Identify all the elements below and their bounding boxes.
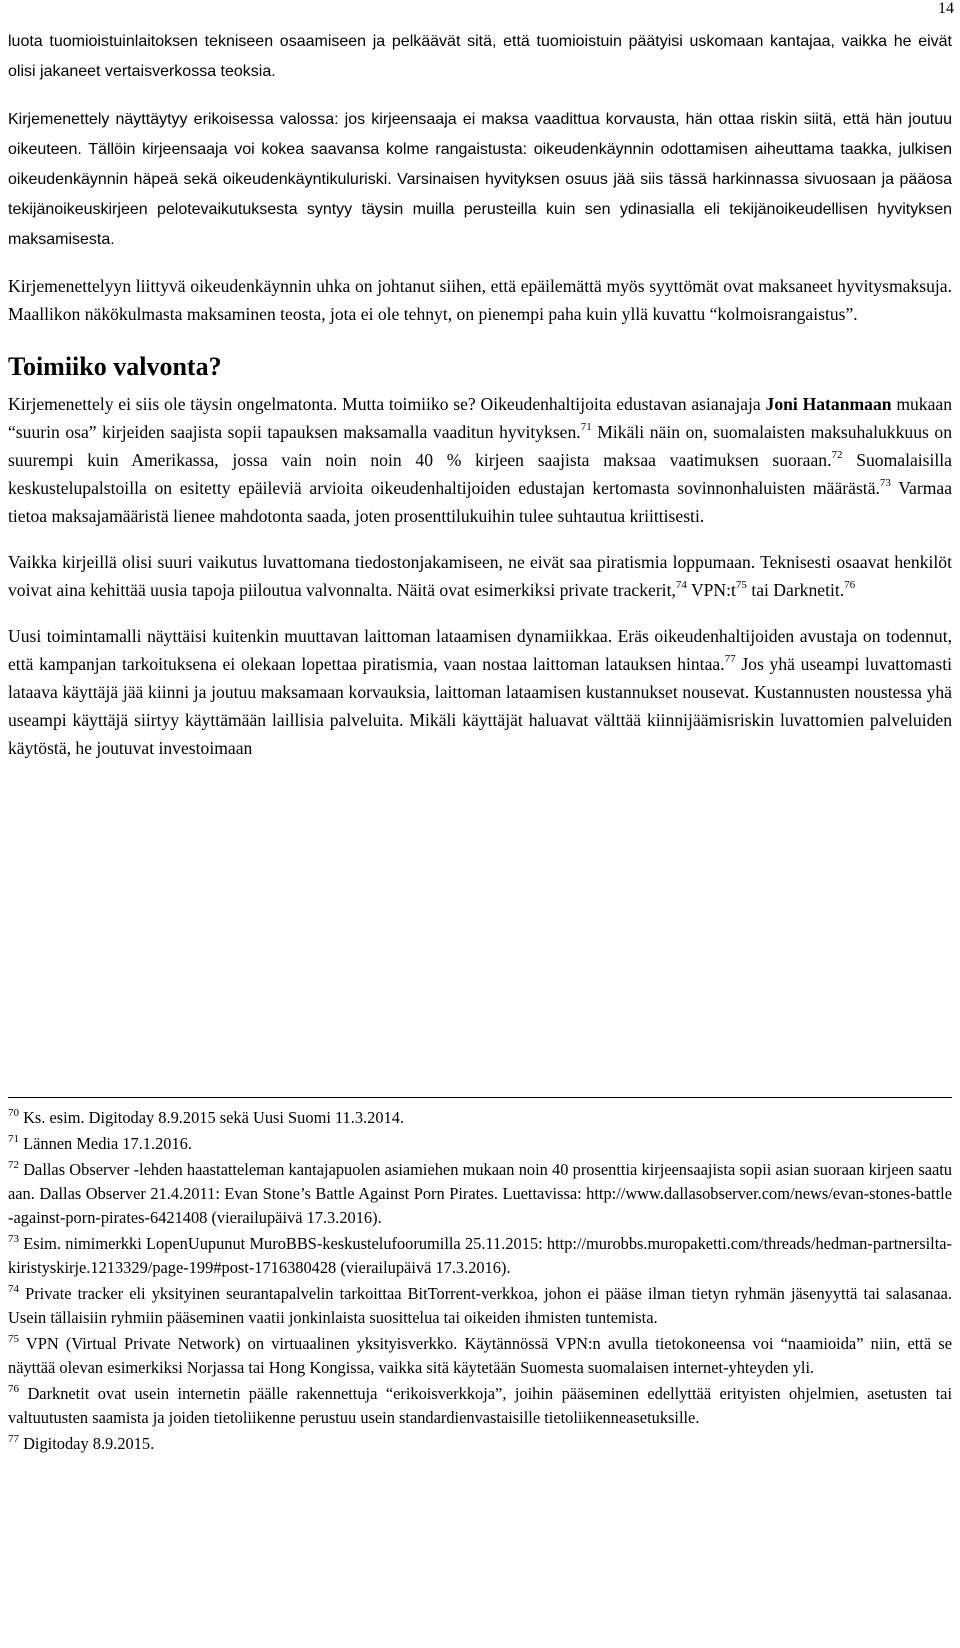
footnote-76	[8, 1382, 952, 1430]
paragraph-5	[8, 548, 952, 604]
paragraph-4-text-2: mukaan “suurin osa” kirjeiden saajista sopii tapauksen maksamalla vaaditun hyvityksen.	[8, 394, 953, 442]
paragraph-3	[8, 272, 952, 328]
footnote-number: 70	[8, 1107, 19, 1119]
footnote-separator	[8, 1097, 952, 1098]
footnote-text: Private tracker eli yksityinen seurantapalvelin tarkoittaa BitTorrent-verkkoa, johon ei pääse ilman tietyn ryhmän jäsenyyttä tai salasanaa. Usein tällaisiin ryhmiin pääseminen vaatii jonkinlaista suosittelua tai oikeiden ihmisten tuntemista.	[8, 1284, 952, 1327]
page-number: 14	[938, 0, 954, 17]
footnote-ref-75[interactable]: 75	[735, 579, 747, 591]
paragraph-5-text-2: VPN:t	[686, 580, 736, 600]
paragraph-4-text-4: Suomalaisilla keskustelupalstoilla on esitetty epäileviä arvioita oikeudenhaltijoiden edustajan kertomasta sovinnonhaluisten määrästä.	[8, 450, 952, 498]
body-text	[8, 26, 952, 780]
paragraph-6-text-2: Jos yhä useampi luvattomasti lataava käyttäjä jää kiinni ja joutuu maksamaan korvauksia, laittoman lataamisen kustannukset nousevat. Kustannusten noustessa yhä useampi käyttäjä siirtyy käyttämään laillisia palveluita. Mikäli käyttäjät haluavat välttää kiinnijäämisriskin luvattomien palveluiden käytöstä, he joutuvat investoimaan	[8, 654, 952, 758]
paragraph-4-text-5: Varmaa tietoa maksajamääristä lienee mahdotonta saada, joten prosenttilukuihin tulee suhtautua kriittisesti.	[8, 478, 952, 526]
person-name: Joni Hatanmaan	[765, 394, 892, 414]
footnote-71	[8, 1132, 952, 1156]
paragraph-5-text-3: tai Darknetit.	[746, 580, 845, 600]
footnote-73	[8, 1232, 952, 1280]
footnote-ref-77[interactable]: 77	[724, 653, 736, 665]
footnote-text: Darknetit ovat usein internetin päälle rakennettuja “erikoisverkkoja”, joihin pääseminen edellyttää erityisten ohjelmien, asetusten tai valtuutusten saamista ja joiden tietoliikenne perustuu usein standardienvastaisille tietoliikenneasetuksille.	[8, 1384, 952, 1427]
paragraph-2-text-a: Kirjemenettely näyttäytyy erikoisessa valossa: jos kirjeensaaja ei maksa vaadittua korvausta, hän ottaa riskin siitä, että hän joutuu oikeuteen. Tällöin kirjeensaaja voi kokea saavansa kolme rangaistusta: oikeudenkäynnin odottamisen aiheuttama taakka, julkisen oikeudenkäynnin häpeä sekä oikeudenkäyntikuluriski.	[8, 111, 952, 188]
footnote-number: 71	[8, 1133, 19, 1145]
footnote-ref-73[interactable]: 73	[879, 477, 891, 489]
footnote-number: 73	[8, 1233, 19, 1245]
footnote-text: Lännen Media 17.1.2016.	[19, 1134, 192, 1153]
footnote-text: Esim. nimimerkki LopenUupunut MuroBBS-keskustelufoorumilla 25.11.2015: http://murobbs.muropaketti.com/threads/hedman-partnersilta-kiristyskirje.1213329/page-199#post-1716380428 (vierailupäivä 17.3.2016).	[8, 1234, 952, 1277]
paragraph-2	[8, 104, 952, 254]
paragraph-4-text-3: Mikäli näin on, suomalaisten maksuhalukkuus on suurempi kuin Amerikassa, jossa vain noin noin 40 % kirjeen saajista maksaa vaatimuksen suoraan.	[8, 422, 952, 470]
footnote-text: Dallas Observer -lehden haastatteleman kantajapuolen asiamiehen mukaan noin 40 prosenttia kirjeensaajista sopii asian suoraan kirjeen saatuaan. Dallas Observer 21.4.2011: Evan Stone’s Battle Against Porn Pirates. Luettavissa: http://www.dallasobserver.com/news/evan-stones-battle-against-porn-pirates-6421408 (vierailupäivä 17.3.2016).	[8, 1160, 952, 1227]
footnote-74	[8, 1282, 952, 1330]
footnote-75	[8, 1332, 952, 1380]
footnote-number: 74	[8, 1283, 19, 1295]
footnote-number: 76	[8, 1383, 19, 1395]
paragraph-2-text-b: Varsinaisen hyvityksen osuus jää siis tässä harkinnassa sivuosaan ja pääosa tekijänoikeuskirjeen pelotevaikutuksesta syntyy täysin muilla perusteilla kuin sen ydinasialla eli tekijänoikeudellisen hyvityksen maksamisesta.	[8, 171, 952, 248]
footnote-ref-72[interactable]: 72	[831, 449, 843, 461]
paragraph-6	[8, 622, 952, 762]
paragraph-6-text-1: Uusi toimintamalli näyttäisi kuitenkin muuttavan laittoman lataamisen dynamiikkaa. Eräs oikeudenhaltijoiden avustaja on todennut, että kampanjan tarkoituksena ei olekaan lopettaa piratismia, vaan nostaa laittoman latauksen hintaa.	[8, 626, 952, 674]
footnote-ref-74[interactable]: 74	[675, 579, 687, 591]
paragraph-4	[8, 390, 952, 530]
footnote-text: Digitoday 8.9.2015.	[19, 1434, 155, 1453]
section-heading: Toimiiko valvonta?	[8, 352, 222, 381]
footnote-text: VPN (Virtual Private Network) on virtuaalinen yksityisverkko. Käytännössä VPN:n avulla tietokoneensa voi “naamioida” niin, että se näyttää olevan esimerkiksi Norjassa tai Hong Kongissa, vaikka sitä käytetään Suomesta suomalaisen internet-yhteyden yli.	[8, 1334, 952, 1377]
footnote-number: 72	[8, 1159, 19, 1171]
footnote-text: Ks. esim. Digitoday 8.9.2015 sekä Uusi Suomi 11.3.2014.	[19, 1108, 405, 1127]
footnote-number: 77	[8, 1433, 19, 1445]
paragraph-1-text: luota tuomioistuinlaitoksen tekniseen osaamiseen ja pelkäävät sitä, että tuomioistuin päätyisi uskomaan kantajaa, vaikka he eivät olisi jakaneet vertaisverkossa teoksia.	[8, 33, 952, 80]
footnote-number: 75	[8, 1333, 19, 1345]
footnotes	[8, 1106, 952, 1458]
footnote-70	[8, 1106, 952, 1130]
paragraph-1	[8, 26, 952, 86]
paragraph-4-text-1: Kirjemenettely ei siis ole täysin ongelmatonta. Mutta toimiiko se? Oikeudenhaltijoita edustavan asianajaja	[8, 394, 766, 414]
footnote-72	[8, 1158, 952, 1230]
footnote-77	[8, 1432, 952, 1456]
paragraph-3-text: Kirjemenettelyyn liittyvä oikeudenkäynnin uhka on johtanut siihen, että epäilemättä myös syyttömät ovat maksaneet hyvitysmaksuja. Maallikon näkökulmasta maksaminen teosta, jota ei ole tehnyt, on pienempi paha kuin yllä kuvattu “kolmoisrangaistus”.	[8, 276, 952, 324]
footnote-ref-76[interactable]: 76	[844, 579, 856, 591]
footnote-ref-71[interactable]: 71	[580, 421, 592, 433]
paragraph-5-text-1: Vaikka kirjeillä olisi suuri vaikutus luvattomana tiedostonjakamiseen, ne eivät saa piratismia loppumaan. Teknisesti osaavat henkilöt voivat aina kehittää uusia tapoja piiloutua valvonnalta. Näitä ovat esimerkiksi private trackerit,	[8, 552, 952, 600]
